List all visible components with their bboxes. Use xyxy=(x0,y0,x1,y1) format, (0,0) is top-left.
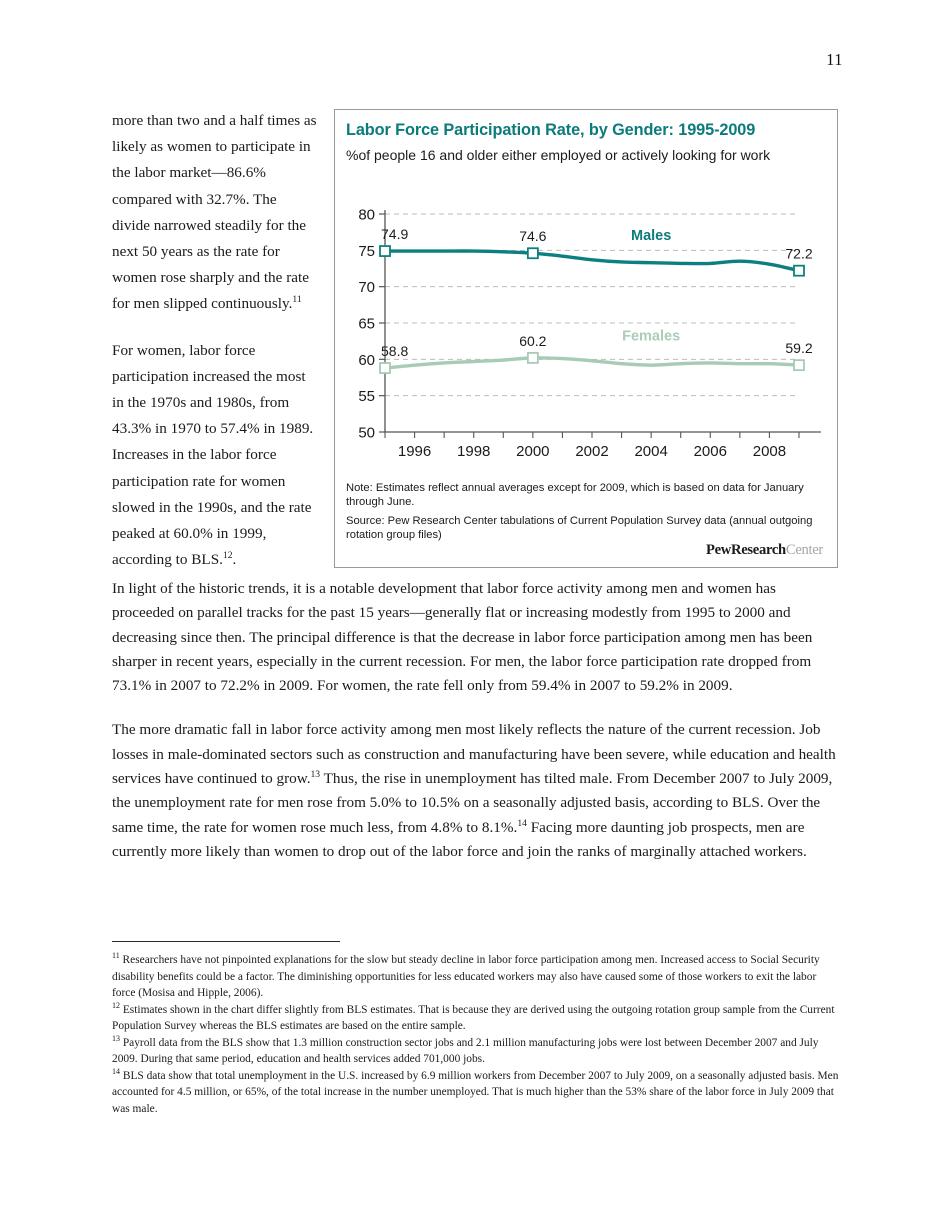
left-paragraph-2-text: For women, labor force participation increased the most in the 1970s and 1980s, from 43.3% in 1970 to 57.4% in 1989. Increases in the labor force participation rate for women slowed in the 1990s, and the rate peaked at 60.0% in 1999, according to BLS. xyxy=(112,341,314,569)
y-axis-tick-label: 65 xyxy=(358,315,375,333)
x-axis-tick-label: 2004 xyxy=(634,443,668,460)
body-paragraph-2-part3: Facing more daunting job prospects, men are currently more likely than women to drop out of the labor force and join the ranks of marginally attached workers. xyxy=(112,818,807,860)
left-text-column xyxy=(112,108,317,573)
footnote-text-13: Payroll data from the BLS show that 1.3 million construction sector jobs and 2.1 million manufacturing jobs were lost between December 2007 and July 2009. During that same period, education and health services added 701,000 jobs. xyxy=(112,1036,819,1065)
footnote-mark-14: 14 xyxy=(112,1066,120,1076)
x-axis-tick-label: 1996 xyxy=(397,443,432,460)
data-point-label: 74.6 xyxy=(519,228,547,245)
left-paragraph-2 xyxy=(112,338,317,574)
pew-research-center-logo xyxy=(706,542,823,559)
data-point-marker xyxy=(794,360,804,370)
footnote-text-14: BLS data show that total unemployment in the U.S. increased by 6.9 million workers from December 2007 to July 2009, on a seasonally adjusted basis. Men accounted for 4.5 million, or 65%, of the total increase in the number unemployed. That is much higher than the 53% share of the labor force in July 2009 that was male. xyxy=(112,1069,839,1115)
footnote-12 xyxy=(112,1002,841,1035)
body-paragraph-2-part1: The more dramatic fall in labor force activity among men most likely reflects the nature of the current recession. Job losses in male-dominated sectors such as construction and manufacturing have been severe, while education and health services have continued to grow. xyxy=(112,721,836,788)
data-point-marker xyxy=(380,246,390,256)
y-axis-tick-label: 55 xyxy=(358,388,375,406)
y-axis-tick-label: 60 xyxy=(358,351,375,369)
body-paragraph-2 xyxy=(112,718,841,864)
footnote-ref-11: 11 xyxy=(292,294,302,306)
footnote-ref-14: 14 xyxy=(517,817,527,829)
chart-subtitle: %of people 16 and older either employed or actively looking for work xyxy=(346,147,771,163)
footnote-ref-12: 12 xyxy=(222,550,233,562)
data-point-marker xyxy=(528,353,538,363)
body-paragraph-2-part2: Thus, the rise in unemployment has tilted male. From December 2007 to July 2009, the unemployment rate for men rose from 5.0% to 10.5% on a seasonally adjusted basis, according to BLS. Over the same time, the rate for women rose much less, from 4.8% to 8.1%. xyxy=(112,770,833,836)
footnote-text-11: Researchers have not pinpointed explanations for the slow but steady decline in labor force participation among men. Increased access to Social Security disability benefits could be a factor. The diminishing opportunities for less educated workers may also have caused some of those workers to exit the labor force (Mosisa and Hipple, 2006). xyxy=(112,954,820,999)
footnote-14 xyxy=(112,1068,841,1118)
chart-panel xyxy=(334,109,838,568)
data-point-label: 60.2 xyxy=(519,332,547,349)
footnotes-section xyxy=(112,952,841,1117)
data-point-label: 74.9 xyxy=(381,226,409,243)
left-paragraph-1 xyxy=(112,108,317,318)
data-point-label: 72.2 xyxy=(785,245,813,262)
footnote-mark-13: 13 xyxy=(112,1033,120,1043)
footnote-ref-13: 13 xyxy=(310,769,321,781)
left-paragraph-1-text: more than two and a half times as likely as women to participate in the labor market—86.6% compared with 32.7%. The divide narrowed steadily for the next 50 years as the rate for women rose sharply and the rate for men slipped continuously. xyxy=(112,112,317,313)
data-point-label: 58.8 xyxy=(381,343,409,360)
x-axis-tick-label: 2006 xyxy=(693,443,727,460)
y-axis-tick-label: 75 xyxy=(358,242,375,260)
footnote-mark-12: 12 xyxy=(112,1000,120,1010)
logo-text-light: Center xyxy=(785,542,823,558)
data-point-label: 59.2 xyxy=(785,340,813,357)
left-paragraph-2-tail: . xyxy=(232,551,237,569)
chart-plot-area xyxy=(335,198,839,478)
body-paragraph-1: In light of the historic trends, it is a notable development that labor force activity among men and women has proceeded on parallel tracks for the past 15 years—generally flat or increasing modestly from 1995 to 2000 and decreasing since then. The principal difference is that the decrease in labor force participation among men has been sharper in recent years, especially in the current recession. For men, the labor force participation rate dropped from 73.1% in 2007 to 72.2% in 2009. For women, the rate fell only from 59.4% in 2007 to 59.2% in 2009. xyxy=(112,580,813,695)
y-axis-tick-label: 70 xyxy=(358,279,375,297)
series-label-females: Females xyxy=(622,328,681,345)
footnote-mark-11: 11 xyxy=(112,951,120,961)
y-axis-tick-label: 80 xyxy=(358,206,375,224)
x-axis-tick-label: 2000 xyxy=(516,443,550,460)
y-axis-tick-label: 50 xyxy=(358,424,375,442)
footnote-13 xyxy=(112,1035,841,1068)
x-axis-tick-label: 1998 xyxy=(457,443,491,460)
data-point-marker xyxy=(528,248,538,258)
chart-title: Labor Force Participation Rate, by Gender: 1995-2009 xyxy=(346,121,756,139)
series-line-males xyxy=(385,251,799,271)
footnote-separator xyxy=(112,941,340,942)
page-number: 11 xyxy=(826,50,843,69)
line-chart-svg xyxy=(335,198,839,478)
footnote-11 xyxy=(112,952,841,1002)
footnote-text-12: Estimates shown in the chart differ slightly from BLS estimates. That is because they are derived using the outgoing rotation group sample from the Current Population Survey whereas the BLS estimates are based on the entire sample. xyxy=(112,1003,835,1032)
chart-source: Source: Pew Research Center tabulations of Current Population Survey data (annual outgoing rotation group files) xyxy=(346,515,813,542)
body-text-column xyxy=(112,577,841,864)
logo-text-dark: PewResearch xyxy=(705,542,786,558)
x-axis-tick-label: 2002 xyxy=(575,443,609,460)
chart-note: Note: Estimates reflect annual averages except for 2009, which is based on data for January through June. xyxy=(346,482,804,509)
data-point-marker xyxy=(380,363,390,373)
series-label-males: Males xyxy=(630,228,672,245)
data-point-marker xyxy=(794,266,804,276)
x-axis-tick-label: 2008 xyxy=(752,443,787,460)
